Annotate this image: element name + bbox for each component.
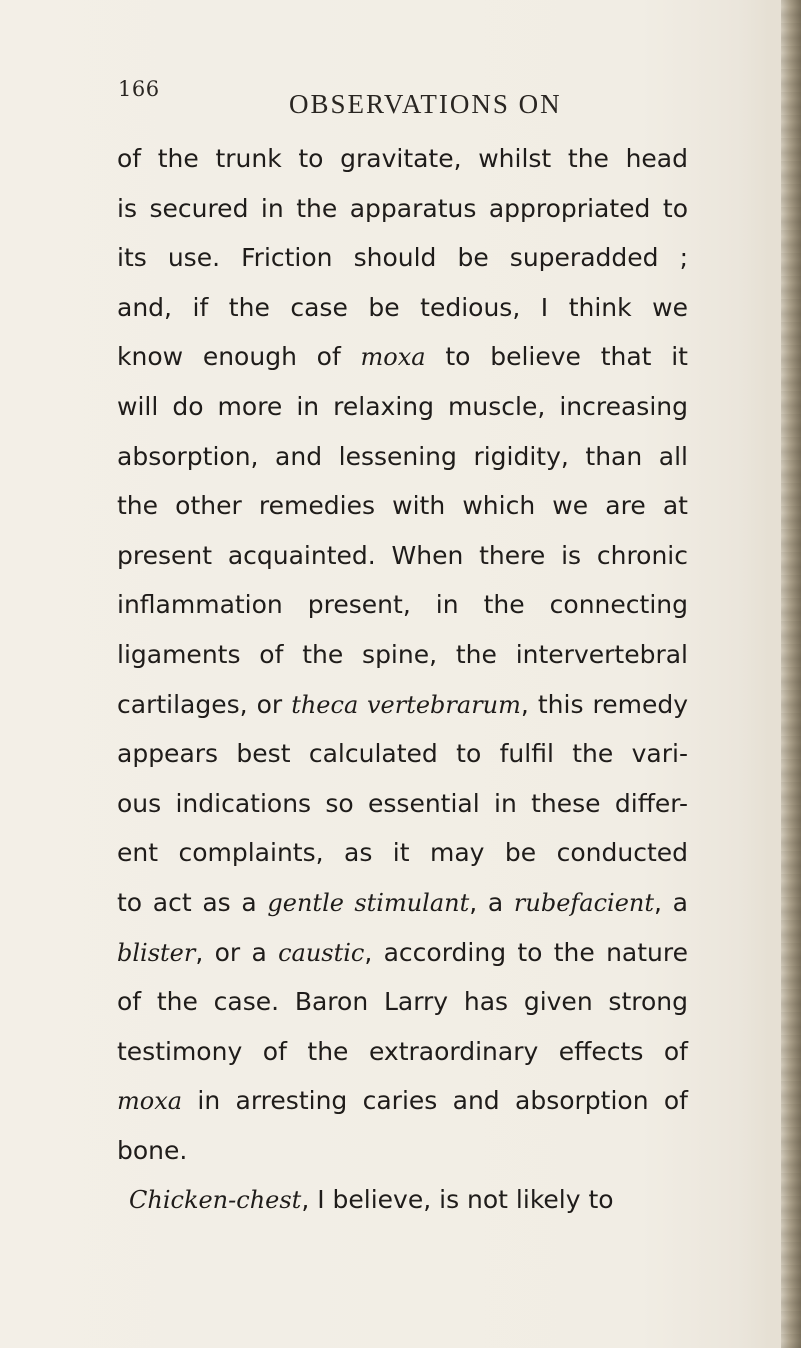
text-run: to act as a [117, 887, 268, 917]
text-line [117, 531, 688, 581]
italic-text: moxa [117, 1087, 183, 1116]
text-run: , a [654, 887, 688, 917]
text-run: bone. [117, 1135, 188, 1165]
text-line [117, 233, 688, 283]
page-edge-shadow [781, 0, 801, 1348]
text-line [117, 1076, 688, 1126]
text-run: of the case. Baron Larry has given strong [117, 987, 688, 1017]
text-line [117, 928, 688, 978]
italic-text: moxa [360, 343, 426, 372]
body-text [117, 134, 688, 1225]
italic-text: caustic [278, 938, 365, 967]
text-run: , a [469, 887, 514, 917]
text-line [117, 878, 688, 928]
text-line [117, 779, 688, 829]
page-number: 166 [118, 77, 160, 101]
text-run: testimony of the extraordinary effects of [117, 1036, 688, 1066]
text-line [117, 332, 688, 382]
text-line [117, 382, 688, 432]
italic-text: Chicken-chest [129, 1186, 302, 1215]
text-line [117, 1175, 688, 1225]
text-line [117, 481, 688, 531]
italic-text: rubefacient [513, 888, 655, 917]
text-run: of the trunk to gravitate, whilst the head [117, 144, 688, 173]
text-run: and, if the case be tedious, I think we [117, 292, 688, 322]
text-run: to believe that it [425, 342, 688, 372]
text-line [117, 580, 688, 630]
text-line [117, 432, 688, 482]
text-run: ent complaints, as it may be conducted [117, 838, 688, 868]
text-run: ligaments of the spine, the intervertebral [117, 639, 688, 669]
text-run: is secured in the apparatus appropriated to [117, 193, 688, 223]
text-line [117, 184, 688, 234]
text-line [117, 828, 688, 878]
running-head: OBSERVATIONS ON [289, 89, 562, 119]
text-run: the other remedies with which we are at [117, 491, 688, 521]
text-line [117, 134, 688, 184]
text-run: in arresting caries and absorption of [182, 1086, 688, 1116]
text-run: will do more in relaxing muscle, increasing [117, 391, 688, 421]
italic-text: theca vertebrarum [291, 690, 521, 719]
text-run: appears best calculated to fulfil the vari- [117, 739, 688, 769]
italic-text: gentle stimulant [267, 888, 470, 917]
text-run: , according to the nature [364, 937, 688, 967]
text-run: absorption, and lessening rigidity, than all [117, 441, 688, 471]
text-line [117, 630, 688, 680]
text-run: , I believe, is not likely to [301, 1185, 614, 1215]
text-line [117, 729, 688, 779]
text-run: know enough of [117, 342, 361, 372]
text-line [117, 977, 688, 1027]
text-run: cartilages, or [117, 689, 292, 719]
text-line [117, 283, 688, 333]
text-run: inflammation present, in the connecting [117, 590, 688, 620]
text-run: ous indications so essential in these differ- [117, 788, 688, 818]
text-run: present acquainted. When there is chronic [117, 540, 688, 570]
italic-text: blister [117, 938, 196, 967]
text-line [117, 680, 688, 730]
text-run: , this remedy [520, 689, 689, 719]
text-run: , or a [195, 937, 279, 967]
text-run: its use. Friction should be superadded ; [117, 243, 688, 273]
text-line [117, 1126, 688, 1176]
text-line [117, 1027, 688, 1077]
